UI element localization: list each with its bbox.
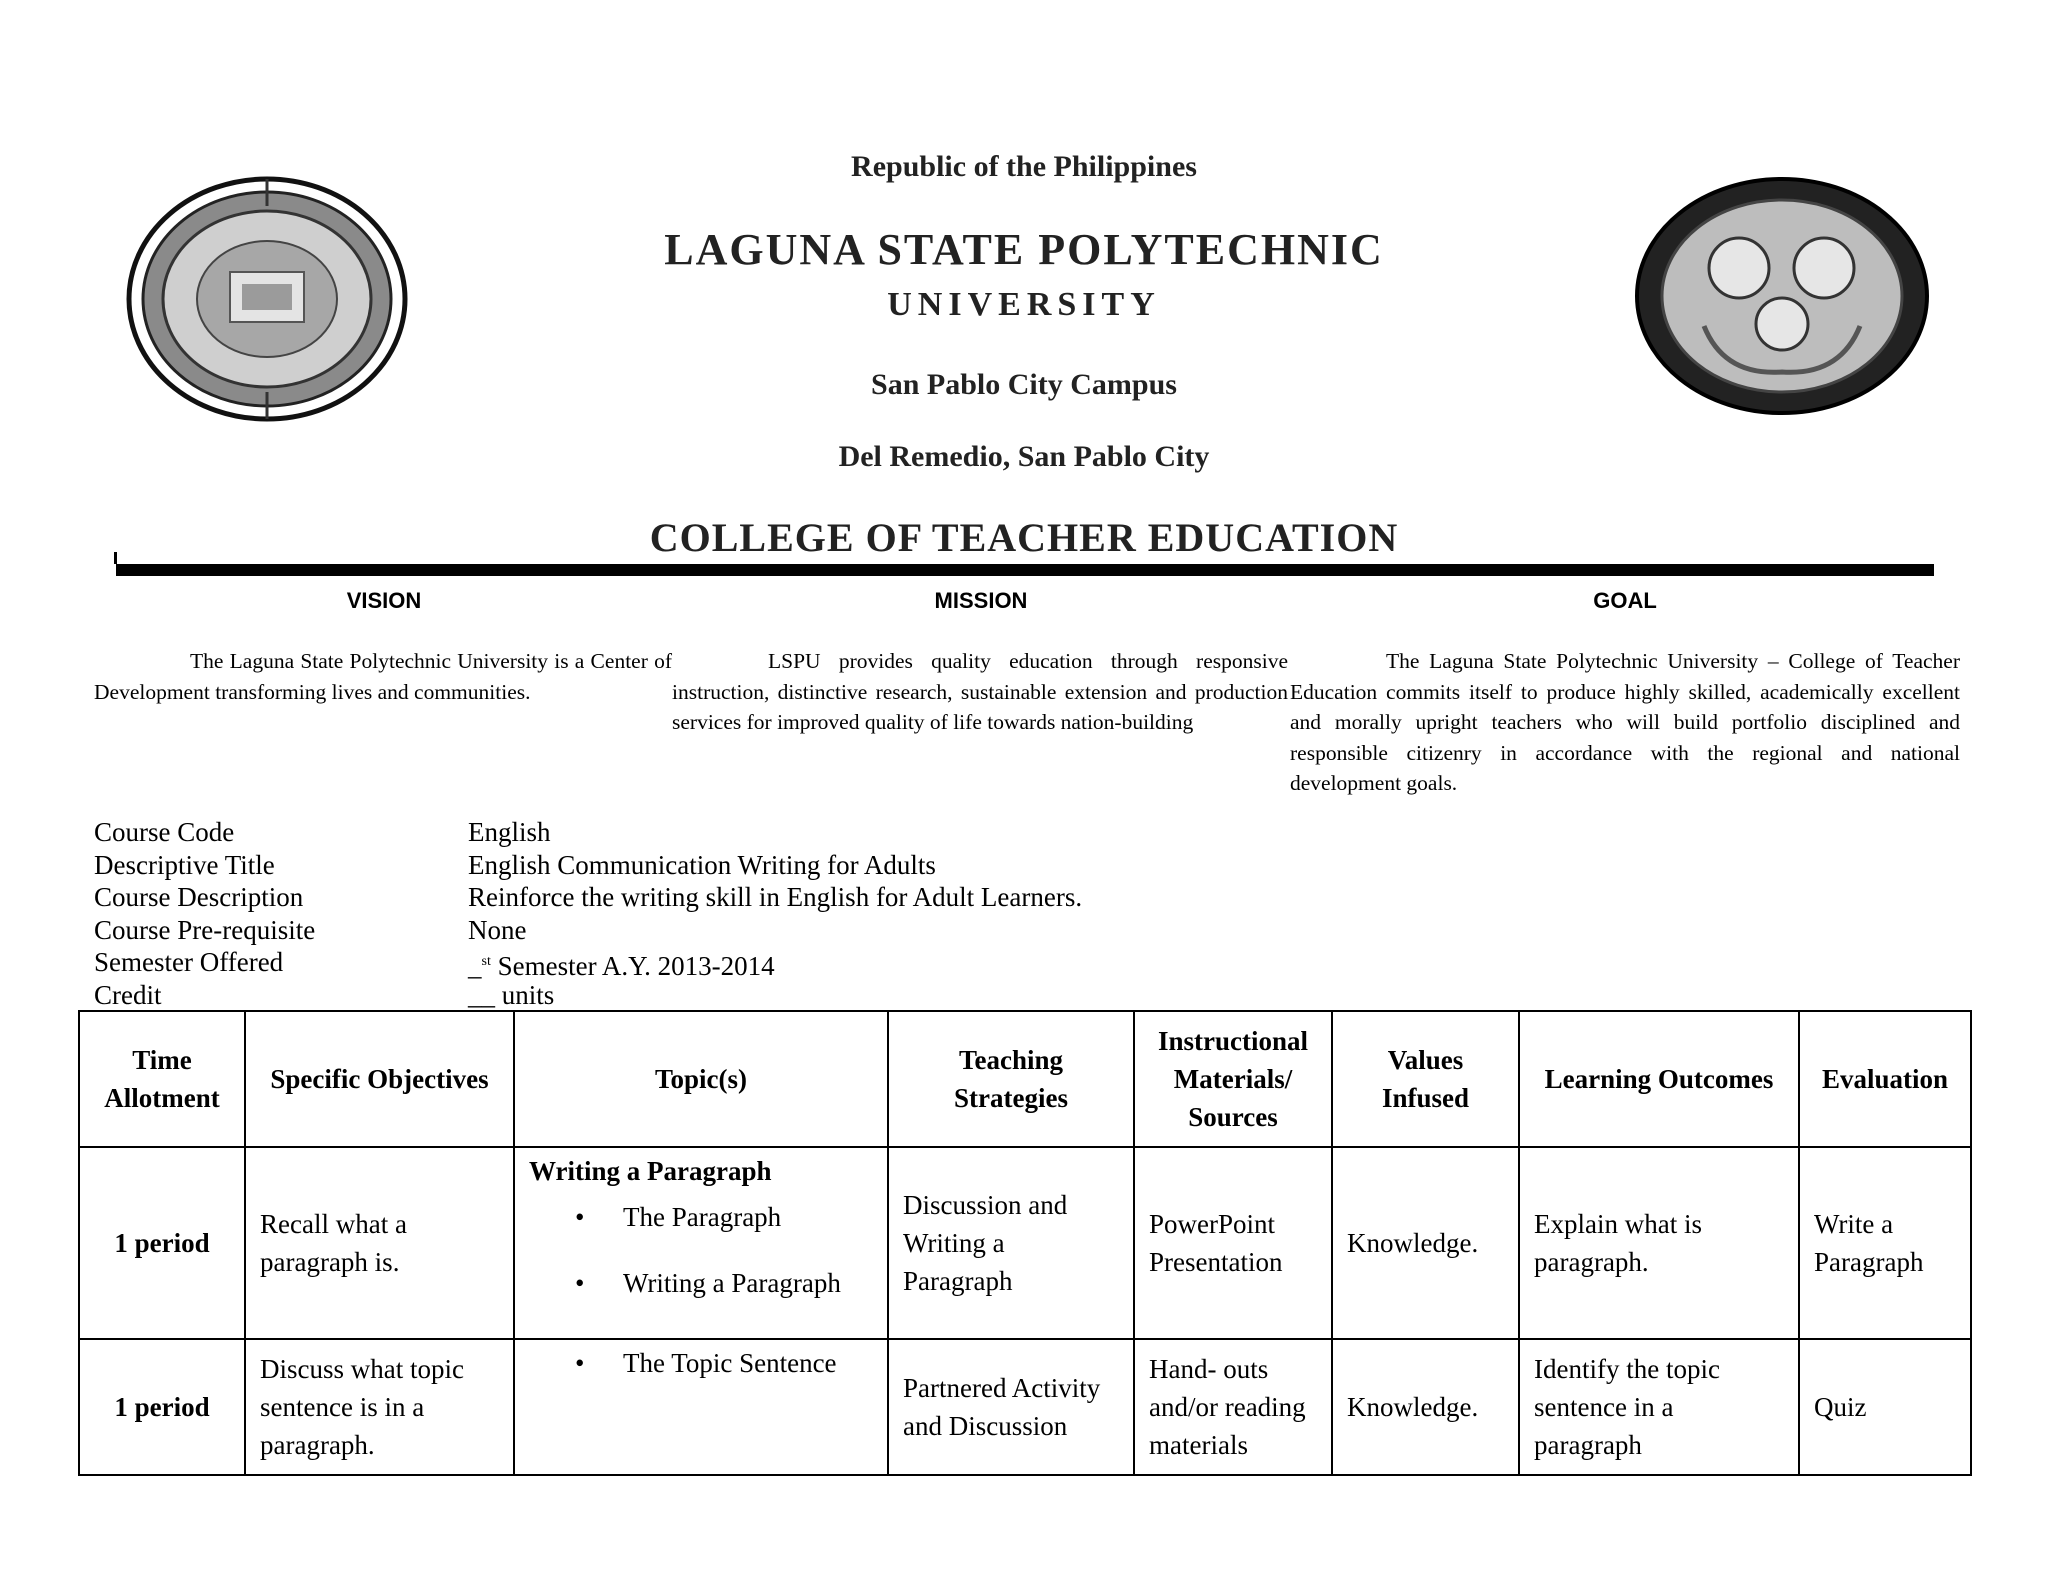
goal-text: The Laguna State Polytechnic University – College of Teacher Education commits itself to produce highly skilled, academically excellent and morally upright teachers who will build portfolio disciplined and responsible citizenry in accordance with the regional and national development goals. <box>1290 649 1960 795</box>
header-topics: Topic(s) <box>514 1011 888 1147</box>
info-value: __ units <box>468 979 555 1010</box>
info-label: Semester Offered <box>94 947 284 978</box>
values-cell: Knowledge. <box>1332 1147 1519 1339</box>
vision-heading: VISION <box>346 588 422 613</box>
divider-tick <box>114 552 117 564</box>
header-teaching-strategies: Teaching Strategies <box>888 1011 1134 1147</box>
republic-line: Republic of the Philippines <box>851 150 1197 183</box>
info-label: Course Pre-requisite <box>94 914 316 945</box>
topics-cell <box>514 1339 888 1475</box>
objective-cell: Recall what a paragraph is. <box>245 1147 514 1339</box>
header-learning-outcomes: Learning Outcomes <box>1519 1011 1799 1147</box>
header-divider <box>116 564 1934 576</box>
outcome-cell: Explain what is paragraph. <box>1519 1147 1799 1339</box>
mission-text: LSPU provides quality education through responsive instruction, distinctive research, sustainable extension and production services for improved quality of life towards nation-building <box>672 649 1288 734</box>
header-specific-objectives: Specific Objectives <box>245 1011 514 1147</box>
info-label: Descriptive Title <box>94 849 275 880</box>
topic-list <box>529 1344 873 1382</box>
info-value: Reinforce the writing skill in English for Adult Learners. <box>468 882 1083 913</box>
table-row <box>79 1147 1971 1339</box>
semester-text: Semester A.Y. 2013-2014 <box>490 951 775 982</box>
info-value: None <box>468 914 527 945</box>
info-value: English Communication Writing for Adults <box>468 849 936 880</box>
campus-address: Del Remedio, San Pablo City <box>838 440 1210 473</box>
vision-text: The Laguna State Polytechnic University is a Center of Development transforming lives and communities. <box>94 649 672 704</box>
topics-cell <box>514 1147 888 1339</box>
college-name: COLLEGE OF TEACHER EDUCATION <box>649 515 1399 560</box>
campus-name: San Pablo City Campus <box>871 368 1177 401</box>
values-cell: Knowledge. <box>1332 1339 1519 1475</box>
topic-item: • The Paragraph <box>529 1198 873 1236</box>
materials-cell: PowerPoint Presentation <box>1134 1147 1332 1339</box>
header-evaluation: Evaluation <box>1799 1011 1971 1147</box>
topic-list <box>529 1198 873 1302</box>
info-label: Course Description <box>94 882 304 913</box>
syllabus-table <box>78 1010 1972 1476</box>
evaluation-cell: Write a Paragraph <box>1799 1147 1971 1339</box>
time-cell: 1 period <box>79 1339 245 1475</box>
topic-heading: Writing a Paragraph <box>529 1156 772 1186</box>
objective-cell: Discuss what topic sentence is in a paragraph. <box>245 1339 514 1475</box>
strategy-cell: Partnered Activity and Discussion <box>888 1339 1134 1475</box>
info-label: Credit <box>94 979 162 1010</box>
semester-ordinal: st <box>481 954 491 970</box>
mission-heading: MISSION <box>934 588 1028 613</box>
info-label: Course Code <box>94 817 235 847</box>
university-name: LAGUNA STATE POLYTECHNIC <box>664 225 1384 274</box>
info-value: English <box>468 817 551 847</box>
table-row <box>79 1339 1971 1475</box>
university-name-line2: UNIVERSITY <box>887 286 1161 323</box>
topic-item: • The Topic Sentence <box>529 1344 873 1382</box>
outcome-cell: Identify the topic sentence in a paragraph <box>1519 1339 1799 1475</box>
header-values-infused: Values Infused <box>1332 1011 1519 1147</box>
header-instructional-materials: Instructional Materials/ Sources <box>1134 1011 1332 1147</box>
header-time-allotment: Time Allotment <box>79 1011 245 1147</box>
materials-cell: Hand- outs and/or reading materials <box>1134 1339 1332 1475</box>
time-cell: 1 period <box>79 1147 245 1339</box>
info-value <box>468 946 775 983</box>
goal-heading: GOAL <box>1593 588 1657 613</box>
semester-blank: _ <box>468 951 482 982</box>
topic-item: • Writing a Paragraph <box>529 1264 873 1302</box>
table-header-row <box>79 1011 1971 1147</box>
strategy-cell: Discussion and Writing a Paragraph <box>888 1147 1134 1339</box>
evaluation-cell: Quiz <box>1799 1339 1971 1475</box>
